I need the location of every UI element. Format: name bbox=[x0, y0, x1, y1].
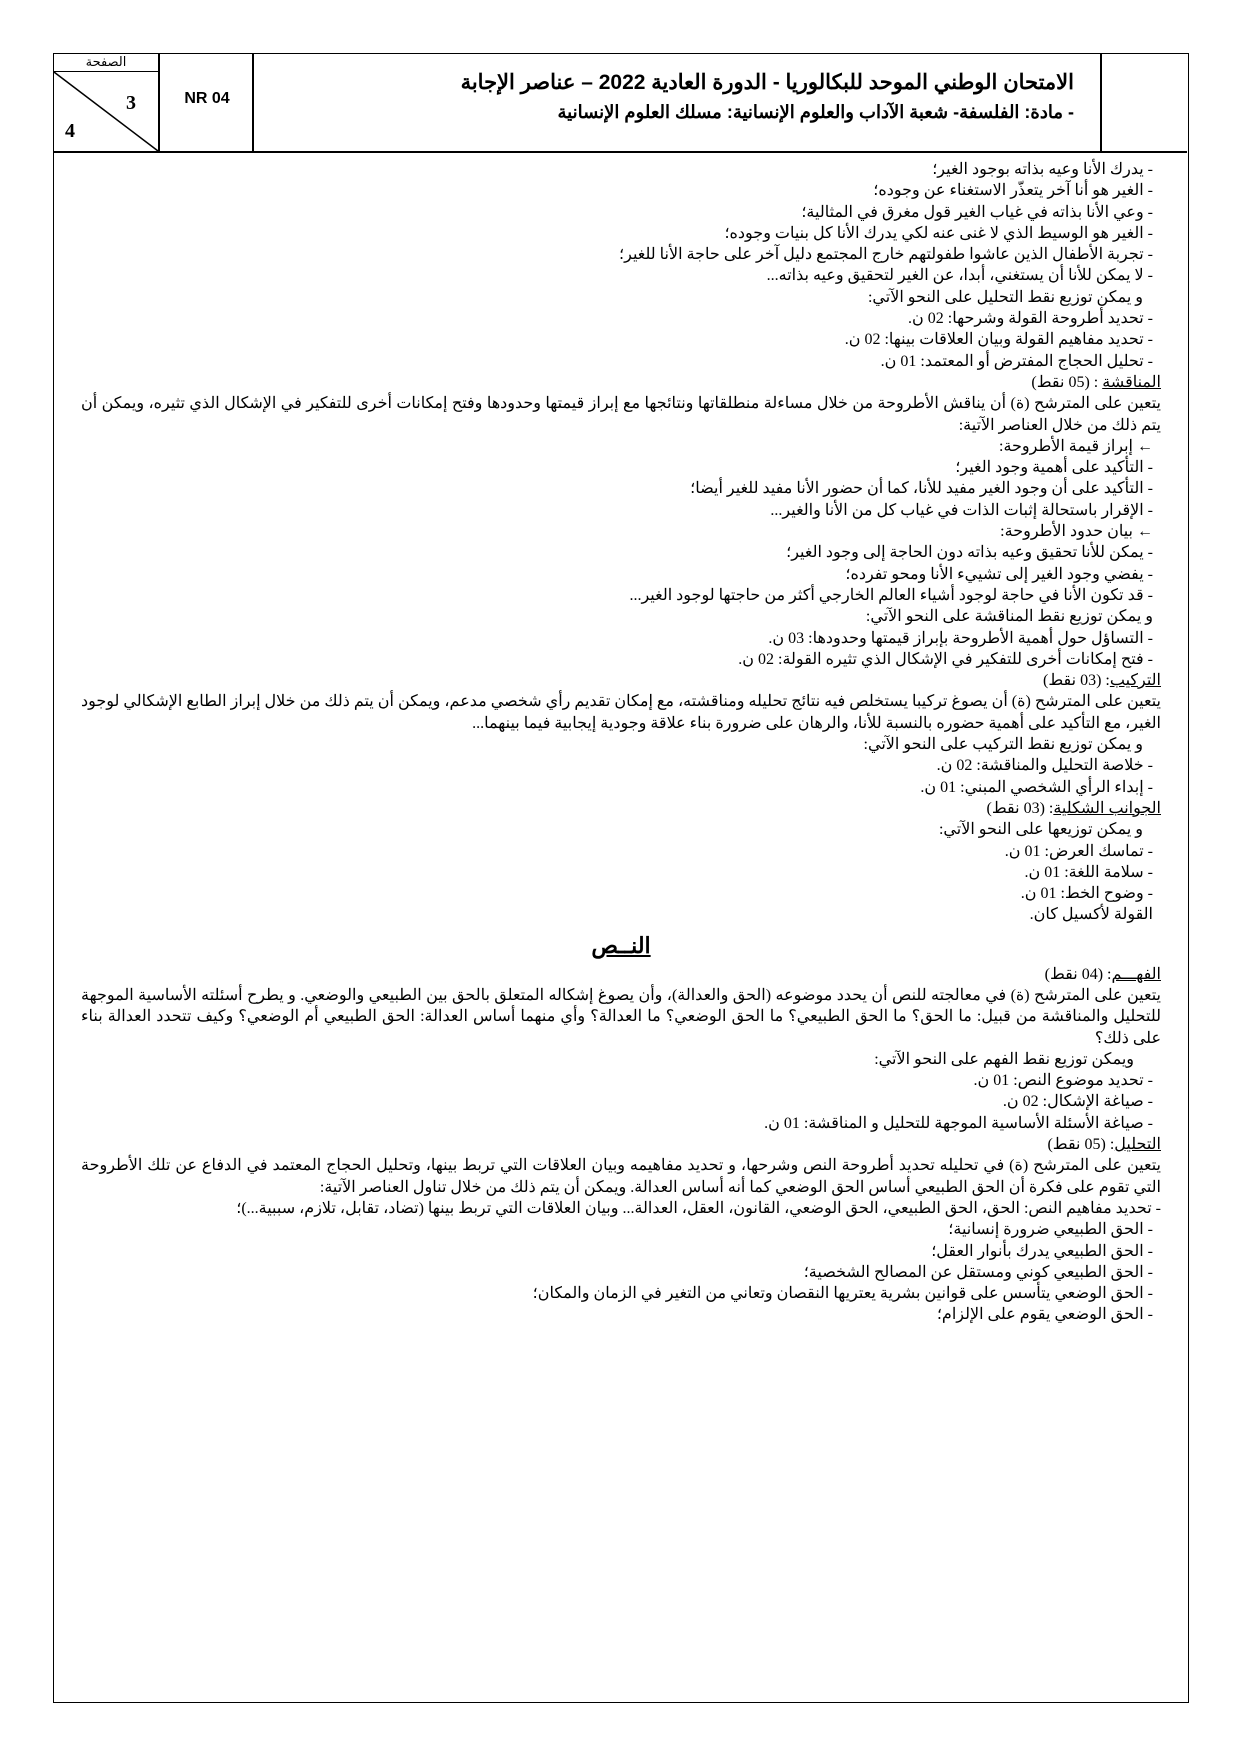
list-item: - سلامة اللغة: 01 ن. bbox=[1024, 863, 1153, 881]
list-item: - الحق الطبيعي يدرك بأنوار العقل؛ bbox=[931, 1242, 1153, 1260]
comprehension-heading bbox=[81, 964, 1161, 985]
synthesis-heading-points: : (03 نقط) bbox=[1043, 672, 1110, 690]
discussion-heading bbox=[81, 372, 1161, 393]
list-item: - تماسك العرض: 01 ن. bbox=[1004, 842, 1153, 860]
synthesis-heading bbox=[81, 670, 1161, 691]
list-item: - الغير هو أنا آخر يتعذّر الاستغناء عن وجوده؛ bbox=[873, 182, 1153, 200]
dist-intro: و يمكن توزيعها على النحو الآتي: bbox=[938, 821, 1143, 839]
page-box bbox=[54, 54, 158, 151]
exam-header bbox=[54, 54, 1187, 153]
list-item: - صياغة الإشكال: 02 ن. bbox=[1002, 1093, 1153, 1111]
analysis-paragraph: يتعين على المترشح (ة) في تحليله تحديد أطروحة النص وشرحها، و تحديد مفاهيمه وبيان العلاقات التي تربط بينها، وتحليل الحجاج المعتمد في الدفاع عن تلك الأطروحة التي تقوم على فكرة أن الحق الطبيعي أساس الحق الوضعي كما أنه أساس العدالة. ويمكن أن يتم ذلك من خلال تناول العناصر الآتية: bbox=[81, 1157, 1161, 1196]
page-label: الصفحة bbox=[54, 54, 158, 72]
list-item: - تحديد موضوع النص: 01 ن. bbox=[973, 1072, 1153, 1090]
list-item: - لا يمكن للأنا أن يستغني، أبدا، عن الغير لتحقيق وعيه بذاته... bbox=[766, 267, 1153, 285]
list-item: - التساؤل حول أهمية الأطروحة بإبراز قيمتها وحدودها: 03 ن. bbox=[768, 629, 1153, 647]
discussion-paragraph: يتعين على المترشح (ة) أن يناقش الأطروحة من خلال مساءلة منطلقاتها ونتائجها مع إبراز قيمتها وحدودها وفتح إمكانات أخرى للتفكير في الإشكال الذي تثيره، ويمكن أن يتم ذلك من خلال العناصر الآتية: bbox=[81, 395, 1161, 434]
list-item: - الحق الوضعي يتأسس على قوانين بشرية يعتريها النقصان وتعاني من التغير في الزمان والمكان؛ bbox=[532, 1285, 1153, 1303]
analysis-heading bbox=[81, 1134, 1161, 1155]
formal-heading-points: : (03 نقط) bbox=[986, 799, 1054, 817]
list-item: - تجربة الأطفال الذين عاشوا طفولتهم خارج المجتمع دليل آخر على حاجة الأنا للغير؛ bbox=[619, 246, 1153, 264]
list-item: - الحق الوضعي يقوم على الإلزام؛ bbox=[936, 1306, 1153, 1324]
list-item: - الغير هو الوسيط الذي لا غنى عنه لكي يدرك الأنا كل بنيات وجوده؛ bbox=[724, 224, 1153, 242]
synthesis-paragraph: يتعين على المترشح (ة) أن يصوغ تركيبا يستخلص فيه نتائج تحليله ومناقشته، مع إمكان تقديم رأي شخصي مدعم، ويمكن أن يتم ذلك من خلال إبراز الطابع الإشكالي لوجود الغير، مع التأكيد على أهمية حضوره بالنسبة للأنا، والرهان على ضرورة بناء علاقة وجودية إيجابية فيما بينهما... bbox=[81, 693, 1161, 732]
list-item: - الحق الطبيعي كوني ومستقل عن المصالح الشخصية؛ bbox=[803, 1263, 1153, 1281]
page-frame bbox=[53, 53, 1189, 1703]
comprehension-paragraph: يتعين على المترشح (ة) في معالجته للنص أن يحدد موضوعه (الحق والعدالة)، وأن يصوغ إشكاله المتعلق بالحق بين الطبيعي والوضعي. و يطرح أسئلته الأساسية الموجهة للتحليل والمناقشة من قبيل: ما الحق؟ ما الحق الطبيعي؟ ما الحق الوضعي؟ ما العدالة؟ وأي منهما أساس العدالة: الحق الطبيعي أم الوضعي؟ وكيف تتحدد العدالة بناء على ذلك؟ bbox=[81, 986, 1161, 1047]
dist-intro: و يمكن توزيع نقط التركيب على النحو الآتي: bbox=[863, 736, 1143, 754]
formal-heading-label: الجوانب الشكلية bbox=[1053, 799, 1161, 817]
quote-author: القولة لأكسيل كان. bbox=[1029, 906, 1153, 924]
list-item: - التأكيد على أن وجود الغير مفيد للأنا، كما أن حضور الأنا مفيد للغير أيضا؛ bbox=[690, 480, 1153, 498]
comprehension-heading-points: : (04 نقط) bbox=[1044, 965, 1112, 983]
list-item: - وعي الأنا بذاته في غياب الغير قول مغرق في المثالية؛ bbox=[801, 203, 1153, 221]
page-number: 3 bbox=[126, 92, 136, 114]
list-item: - الإقرار باستحالة إثبات الذات في غياب كل من الأنا والغير... bbox=[770, 501, 1153, 519]
concepts-item: - تحديد مفاهيم النص: الحق، الحق الطبيعي، الحق الوضعي، القانون، العقل، العدالة... وبيان العلاقات التي تربط بينها (تضاد، تقابل، تلازم، سببية...)؛ bbox=[236, 1199, 1161, 1217]
limits-heading: ← بيان حدود الأطروحة: bbox=[1000, 523, 1153, 541]
comprehension-heading-label: الفهـــم bbox=[1111, 965, 1161, 983]
page-total: 4 bbox=[65, 120, 75, 142]
title-box bbox=[252, 54, 1100, 151]
subject-code-box bbox=[158, 54, 252, 151]
list-item: - خلاصة التحليل والمناقشة: 02 ن. bbox=[936, 757, 1153, 775]
discussion-heading-points: : (05 نقط) bbox=[1031, 373, 1103, 391]
dist-intro: ويمكن توزيع نقط الفهم على النحو الآتي: bbox=[874, 1050, 1134, 1068]
subject-code: NR 04 bbox=[184, 90, 230, 107]
list-item: - صياغة الأسئلة الأساسية الموجهة للتحليل و المناقشة: 01 ن. bbox=[764, 1114, 1153, 1132]
list-item: - قد تكون الأنا في حاجة لوجود أشياء العالم الخارجي أكثر من حاجتها لوجود الغير... bbox=[629, 586, 1153, 604]
list-item: - فتح إمكانات أخرى للتفكير في الإشكال الذي تثيره القولة: 02 ن. bbox=[738, 650, 1153, 668]
list-item: - تحليل الحجاج المفترض أو المعتمد: 01 ن. bbox=[880, 352, 1153, 370]
dist-intro: و يمكن توزيع نقط التحليل على النحو الآتي: bbox=[867, 288, 1143, 306]
list-item: - التأكيد على أهمية وجود الغير؛ bbox=[955, 459, 1153, 477]
list-item: - إبداء الرأي الشخصي المبني: 01 ن. bbox=[920, 778, 1153, 796]
text-section-title: النــص bbox=[591, 932, 651, 958]
value-heading: ← إبراز قيمة الأطروحة: bbox=[999, 437, 1153, 455]
analysis-heading-points: : (05 نقط) bbox=[1047, 1136, 1115, 1154]
list-item: - يمكن للأنا تحقيق وعيه بذاته دون الحاجة إلى وجود الغير؛ bbox=[786, 544, 1153, 562]
formal-heading bbox=[81, 798, 1161, 819]
list-item: - الحق الطبيعي ضرورة إنسانية؛ bbox=[948, 1221, 1153, 1239]
discussion-heading-label: المناقشة bbox=[1102, 373, 1161, 391]
list-item: - تحديد أطروحة القولة وشرحها: 02 ن. bbox=[908, 310, 1153, 328]
answer-content bbox=[81, 159, 1161, 1326]
list-item: - وضوح الخط: 01 ن. bbox=[1020, 885, 1153, 903]
list-item: - يفضي وجود الغير إلى تشييء الأنا ومحو تفرده؛ bbox=[845, 565, 1153, 583]
analysis-heading-label: التحليل bbox=[1114, 1136, 1161, 1154]
exam-title bbox=[461, 68, 1074, 126]
synthesis-heading-label: التركيب bbox=[1109, 672, 1161, 690]
empty-header-box bbox=[1100, 54, 1187, 151]
list-item: - تحديد مفاهيم القولة وبيان العلاقات بينها: 02 ن. bbox=[844, 331, 1153, 349]
dist-intro: و يمكن توزيع نقط المناقشة على النحو الآتي: bbox=[865, 608, 1153, 626]
list-item: - يدرك الأنا وعيه بذاته بوجود الغير؛ bbox=[932, 161, 1153, 178]
exam-title-line1: الامتحان الوطني الموحد للبكالوريا - الدورة العادية 2022 – عناصر الإجابة bbox=[460, 71, 1074, 94]
exam-title-line2: - مادة: الفلسفة- شعبة الآداب والعلوم الإنسانية: مسلك العلوم الإنسانية bbox=[557, 102, 1074, 122]
